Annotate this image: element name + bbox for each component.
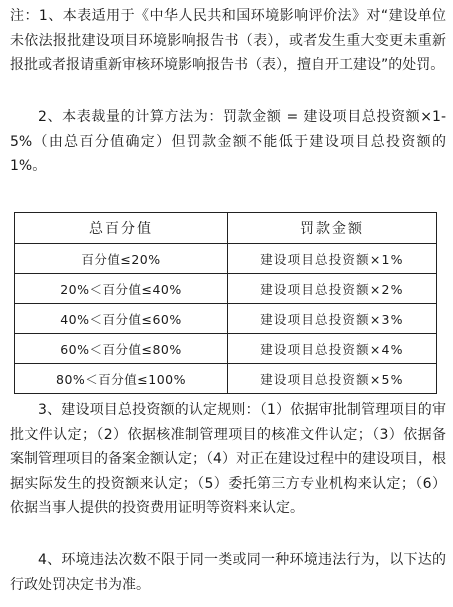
amount-cell: 建设项目总投资额×3% — [228, 304, 437, 334]
range-cell: 80%＜百分值≤100% — [15, 364, 228, 394]
note-2: 2、本表裁量的计算方法为：罚款金额 = 建设项目总投资额×1-5%（由总百分值确定）但罚款金额不能低于建设项目总投资额的 1%。 — [10, 109, 446, 174]
table-header-row — [15, 213, 437, 244]
table-row — [15, 304, 437, 334]
penalty-table — [14, 212, 437, 394]
table-row — [15, 364, 437, 394]
table-row — [15, 274, 437, 304]
range-cell: 20%＜百分值≤40% — [15, 274, 228, 304]
amount-cell: 建设项目总投资额×1% — [228, 244, 437, 274]
header-fine-amount: 罚款金额 — [228, 213, 437, 244]
note-3: 3、建设项目总投资额的认定规则：（1）依据审批制管理项目的审批文件认定；（2）依据核准制管理项目的核准文件认定；（3）依据备案制管理项目的备案金额认定；（4）对正在建设过程中的建设项目，根据实际发生的投资额来认定；（5）委托第三方专业机构来认定；（6）依据当事人提供的投资费用证明等资料来认定。 — [10, 402, 446, 516]
header-total-percentage: 总百分值 — [15, 213, 228, 244]
note-1: 注：1、本表适用于《中华人民共和国环境影响评价法》对“建设单位未依法报批建设项目环境影响报告书（表），或者发生重大变更未重新报批或者报请重新审核环境影响报告书（表），擅自开工建设”的处罚。 — [10, 8, 446, 73]
amount-cell: 建设项目总投资额×5% — [228, 364, 437, 394]
amount-cell: 建设项目总投资额×4% — [228, 334, 437, 364]
range-cell: 百分值≤20% — [15, 244, 228, 274]
range-cell: 60%＜百分值≤80% — [15, 334, 228, 364]
table-row — [15, 244, 437, 274]
note-4: 4、环境违法次数不限于同一类或同一种环境违法行为，以下达的行政处罚决定书为准。 — [10, 552, 446, 593]
amount-cell: 建设项目总投资额×2% — [228, 274, 437, 304]
table-row — [15, 334, 437, 364]
range-cell: 40%＜百分值≤60% — [15, 304, 228, 334]
